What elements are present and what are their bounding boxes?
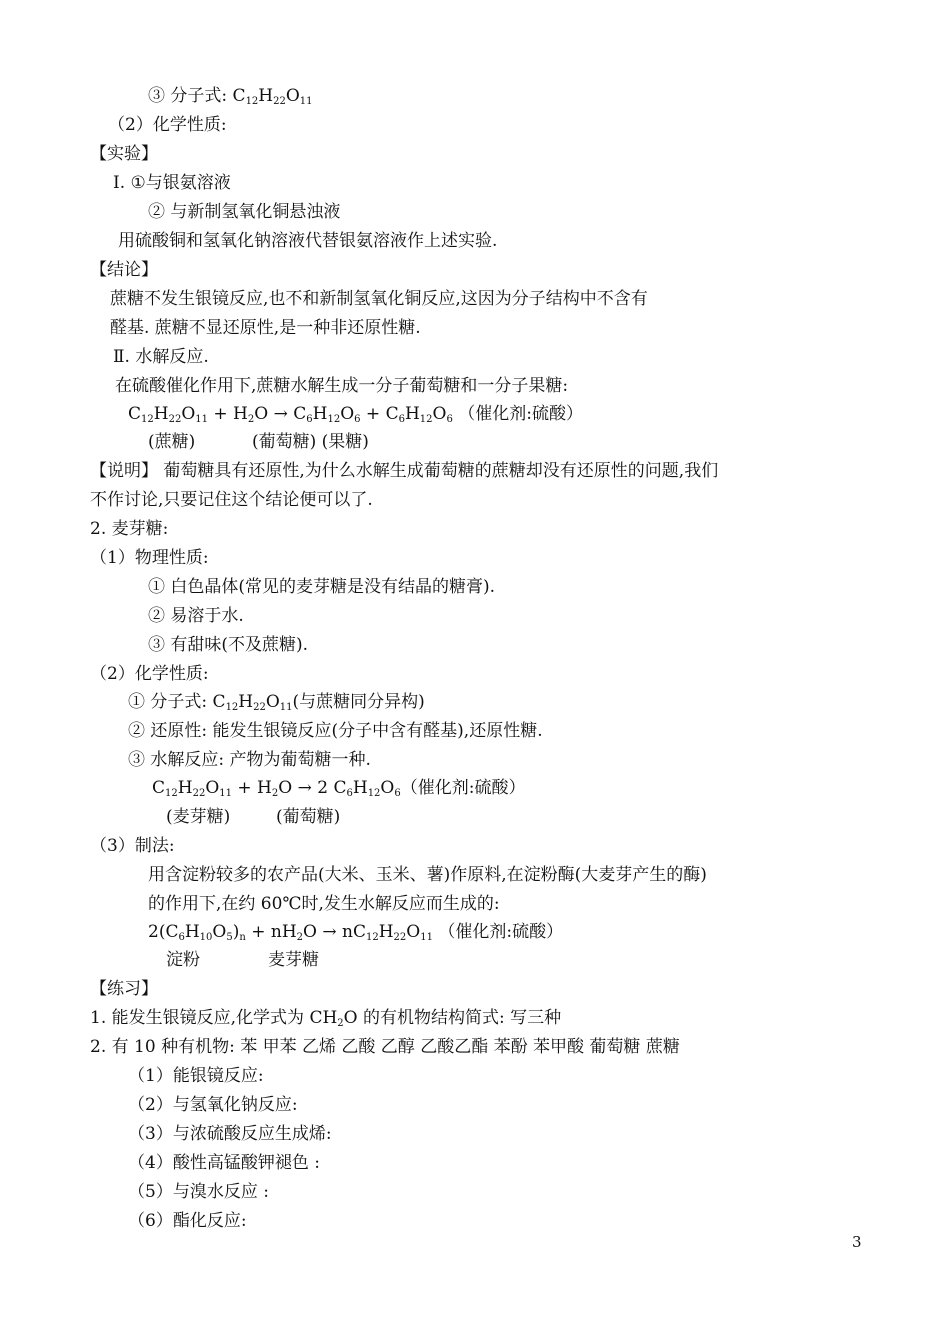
list-item: ② 易溶于水.	[148, 606, 244, 626]
exercise-subitem: （3）与浓硫酸反应生成烯:	[128, 1124, 332, 1144]
exercise-item: 1. 能发生银镜反应,化学式为 $CH_2O$ 的有机物结构简式: 写三种	[90, 1008, 562, 1029]
section-heading: （2）化学性质:	[108, 115, 227, 135]
hydrolysis-equation-sucrose: $C_{12}H_{22}O_{11} + H_2O \to C_6H_{12}O_6 + C_6H_{12}O_6$ （催化剂:硫酸）	[128, 404, 583, 425]
ch2o-formula: $CH_2O$	[309, 1008, 358, 1029]
catalyst-note: （催化剂:硫酸）	[400, 778, 526, 798]
equation-caption: (麦芽糖)	[166, 807, 231, 827]
equation-caption: (葡萄糖) (果糖)	[252, 432, 369, 452]
page-number: 3	[852, 1233, 862, 1251]
paragraph: 蔗糖不发生银镜反应,也不和新制氢氧化铜反应,这因为分子结构中不含有	[110, 289, 648, 309]
equation-caption: 淀粉	[166, 950, 200, 970]
exercise-subitem: （5）与溴水反应 :	[128, 1182, 269, 1202]
hydrolysis-equation-maltose: $C_{12}H_{22}O_{11} + H_2O \to 2$ $C_6H_{12}O_6$（催化剂:硫酸）	[152, 778, 526, 799]
note-paragraph: 不作讨论,只要记住这个结论便可以了.	[90, 490, 373, 510]
conclusion-heading: 【结论】	[90, 260, 158, 280]
sucrose-formula: $C_{12}H_{22}O_{11}$	[232, 86, 313, 107]
section-heading: （3）制法:	[90, 836, 175, 856]
exercise-subitem: （1）能银镜反应:	[128, 1066, 264, 1086]
list-item: ② 还原性: 能发生银镜反应(分子中含有醛基),还原性糖.	[128, 721, 543, 741]
experiment-item: Ⅰ. ①与银氨溶液	[113, 173, 231, 193]
equation-caption: (蔗糖)	[148, 432, 196, 452]
arrow: →	[268, 404, 294, 424]
paragraph: 的作用下,在约 60℃时,发生水解反应而生成的:	[148, 894, 500, 914]
equation-caption: (葡萄糖)	[276, 807, 341, 827]
paragraph: 醛基. 蔗糖不显还原性,是一种非还原性糖.	[110, 318, 421, 338]
list-item: ③ 有甜味(不及蔗糖).	[148, 635, 309, 655]
exercise-subitem: （2）与氢氧化钠反应:	[128, 1095, 298, 1115]
list-item: ③ 水解反应: 产物为葡萄糖一种.	[128, 750, 371, 770]
exercise-heading: 【练习】	[90, 979, 158, 999]
paragraph: 在硫酸催化作用下,蔗糖水解生成一分子葡萄糖和一分子果糖:	[115, 376, 569, 396]
paragraph: 用含淀粉较多的农产品(大米、玉米、薯)作原料,在淀粉酶(大麦芽产生的酶)	[148, 865, 707, 885]
exercise-subitem: （6）酯化反应:	[128, 1211, 247, 1231]
equation-caption: 麦芽糖	[268, 950, 319, 970]
list-item: ① 白色晶体(常见的麦芽糖是没有结晶的糖膏).	[148, 577, 496, 597]
section-heading: （2）化学性质:	[90, 664, 209, 684]
sucrose-formula-line	[148, 84, 313, 108]
catalyst-note: （催化剂:硫酸）	[458, 404, 583, 424]
section-heading: Ⅱ. 水解反应.	[113, 347, 209, 367]
label: ③ 分子式:	[148, 86, 228, 106]
note-paragraph: 【说明】 葡萄糖具有还原性,为什么水解生成葡萄糖的蔗糖却没有还原性的问题,我们	[90, 461, 719, 481]
arrow: → 2	[292, 778, 334, 798]
experiment-item: ② 与新制氢氧化铜悬浊液	[148, 202, 341, 222]
paragraph: 用硫酸铜和氢氧化钠溶液代替银氨溶液作上述实验.	[118, 231, 498, 251]
hydrolysis-equation-starch: $2(C_6H_{10}O_5)_n + nH_2O \to nC_{12}H_{22}O_{11}$ （催化剂:硫酸）	[148, 922, 564, 943]
maltose-formula: $C_{12}H_{22}O_{11}$	[212, 692, 293, 713]
experiment-heading: 【实验】	[90, 144, 158, 164]
maltose-formula-line: ① 分子式: $C_{12}H_{22}O_{11}$(与蔗糖同分异构)	[128, 692, 425, 713]
exercise-item: 2. 有 10 种有机物: 苯 甲苯 乙烯 乙酸 乙醇 乙酸乙酯 苯酚 苯甲酸 葡萄糖 蔗糖	[90, 1037, 680, 1057]
section-heading: （1）物理性质:	[90, 548, 209, 568]
catalyst-note: （催化剂:硫酸）	[438, 922, 564, 942]
exercise-subitem: （4）酸性高锰酸钾褪色 :	[128, 1153, 320, 1173]
arrow: → nC	[316, 922, 366, 942]
section-heading: 2. 麦芽糖:	[90, 519, 169, 539]
